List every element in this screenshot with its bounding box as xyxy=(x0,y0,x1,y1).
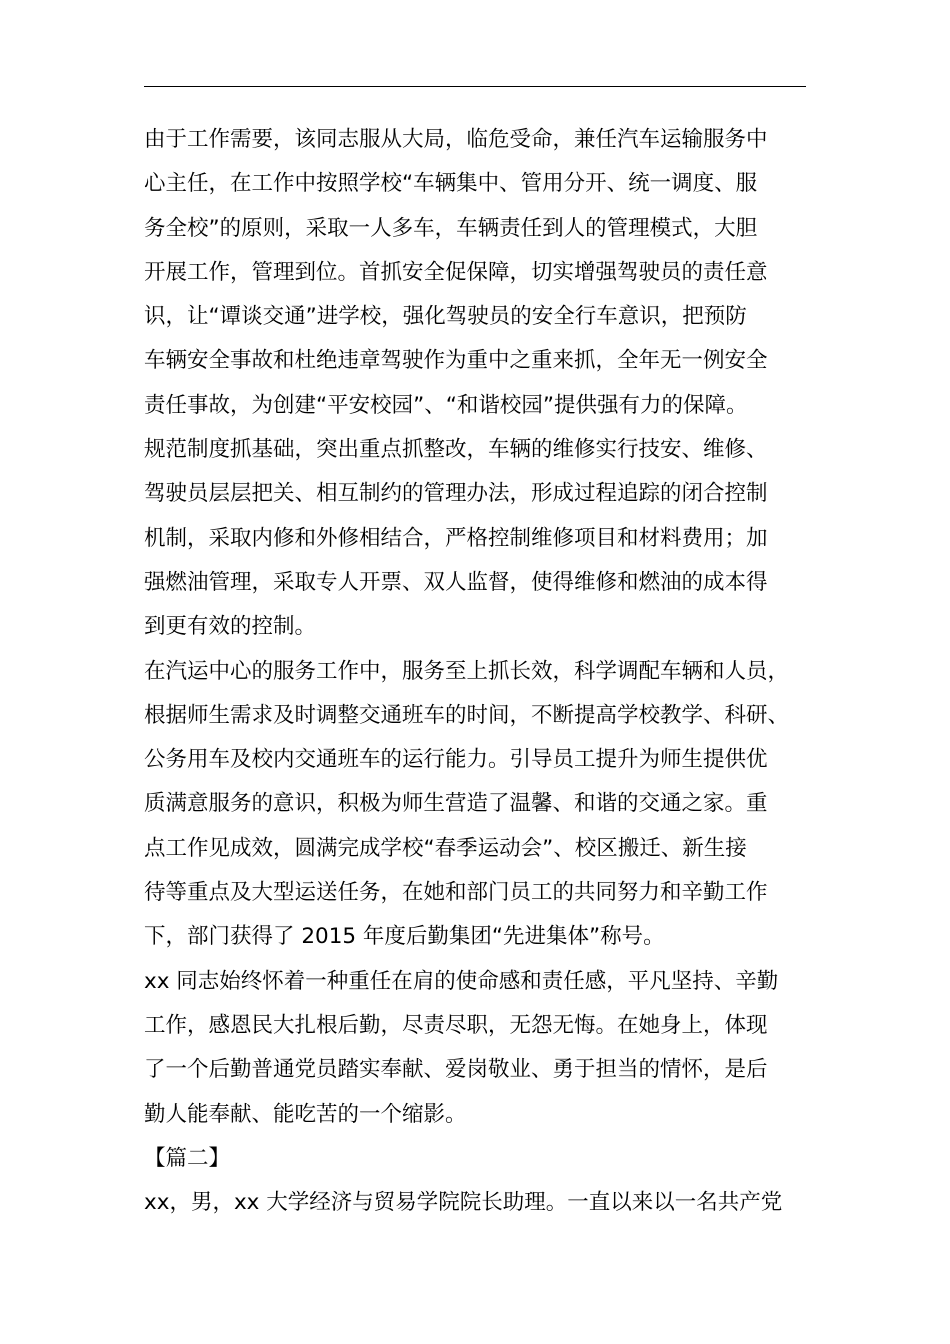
text-line: 到更有效的控制。 xyxy=(144,614,317,640)
text-line: 开展工作，管理到位。首抓安全促保障，切实增强驾驶员的责任意 xyxy=(144,259,768,285)
text-line: 机制，采取内修和外修相结合，严格控制维修项目和材料费用；加 xyxy=(144,525,768,551)
text-line: 责任事故，为创建“平安校园”、“和谐校园”提供强有力的保障。 xyxy=(144,392,748,418)
text-line: 工作，感恩民大扎根后勤，尽责尽职，无怨无悔。在她身上，体现 xyxy=(144,1012,768,1038)
text-line: 点工作见成效，圆满完成学校“春季运动会”、校区搬迁、新生接 xyxy=(144,835,747,861)
text-line: 务全校”的原则，采取一人多车，车辆责任到人的管理模式，大胆 xyxy=(144,215,758,241)
text-line: 识，让“谭谈交通”进学校，强化驾驶员的安全行车意识，把预防 xyxy=(144,304,747,330)
text-line: xx，男，xx 大学经济与贸易学院院长助理。一直以来以一名共产党 xyxy=(144,1190,783,1216)
text-line: 强燃油管理，采取专人开票、双人监督，使得维修和燃油的成本得 xyxy=(144,569,768,595)
text-line: 公务用车及校内交通班车的运行能力。引导员工提升为师生提供优 xyxy=(144,747,768,773)
text-line: 根据师生需求及时调整交通班车的时间，不断提高学校教学、科研、 xyxy=(144,702,790,728)
text-line: 质满意服务的意识，积极为师生营造了温馨、和谐的交通之家。重 xyxy=(144,791,768,817)
text-line: 心主任，在工作中按照学校“车辆集中、管用分开、统一调度、服 xyxy=(144,171,758,197)
text-line: 在汽运中心的服务工作中，服务至上抓长效，科学调配车辆和人员， xyxy=(144,658,790,684)
text-line: 由于工作需要，该同志服从大局，临危受命，兼任汽车运输服务中 xyxy=(144,127,768,152)
text-line: 了一个后勤普通党员踏实奉献、爱岗敬业、勇于担当的情怀，是后 xyxy=(144,1057,768,1083)
body-text xyxy=(144,118,812,1225)
text-line: 规范制度抓基础，突出重点抓整改，车辆的维修实行技安、维修、 xyxy=(144,437,768,463)
text-line: xx 同志始终怀着一种重任在肩的使命感和责任感，平凡坚持、辛勤 xyxy=(144,968,779,994)
text-line: 勤人能奉献、能吃苦的一个缩影。 xyxy=(144,1101,467,1127)
text-line: 驾驶员层层把关、相互制约的管理办法，形成过程追踪的闭合控制 xyxy=(144,481,768,507)
text-line: 车辆安全事故和杜绝违章驾驶作为重中之重来抓，全年无一例安全 xyxy=(144,348,768,374)
text-line: 待等重点及大型运送任务，在她和部门员工的共同努力和辛勤工作 xyxy=(144,880,768,906)
header-rule xyxy=(144,86,806,87)
section-heading: 【篇二】 xyxy=(144,1145,231,1171)
text-line: 下，部门获得了 2015 年度后勤集团“先进集体”称号。 xyxy=(144,924,665,950)
